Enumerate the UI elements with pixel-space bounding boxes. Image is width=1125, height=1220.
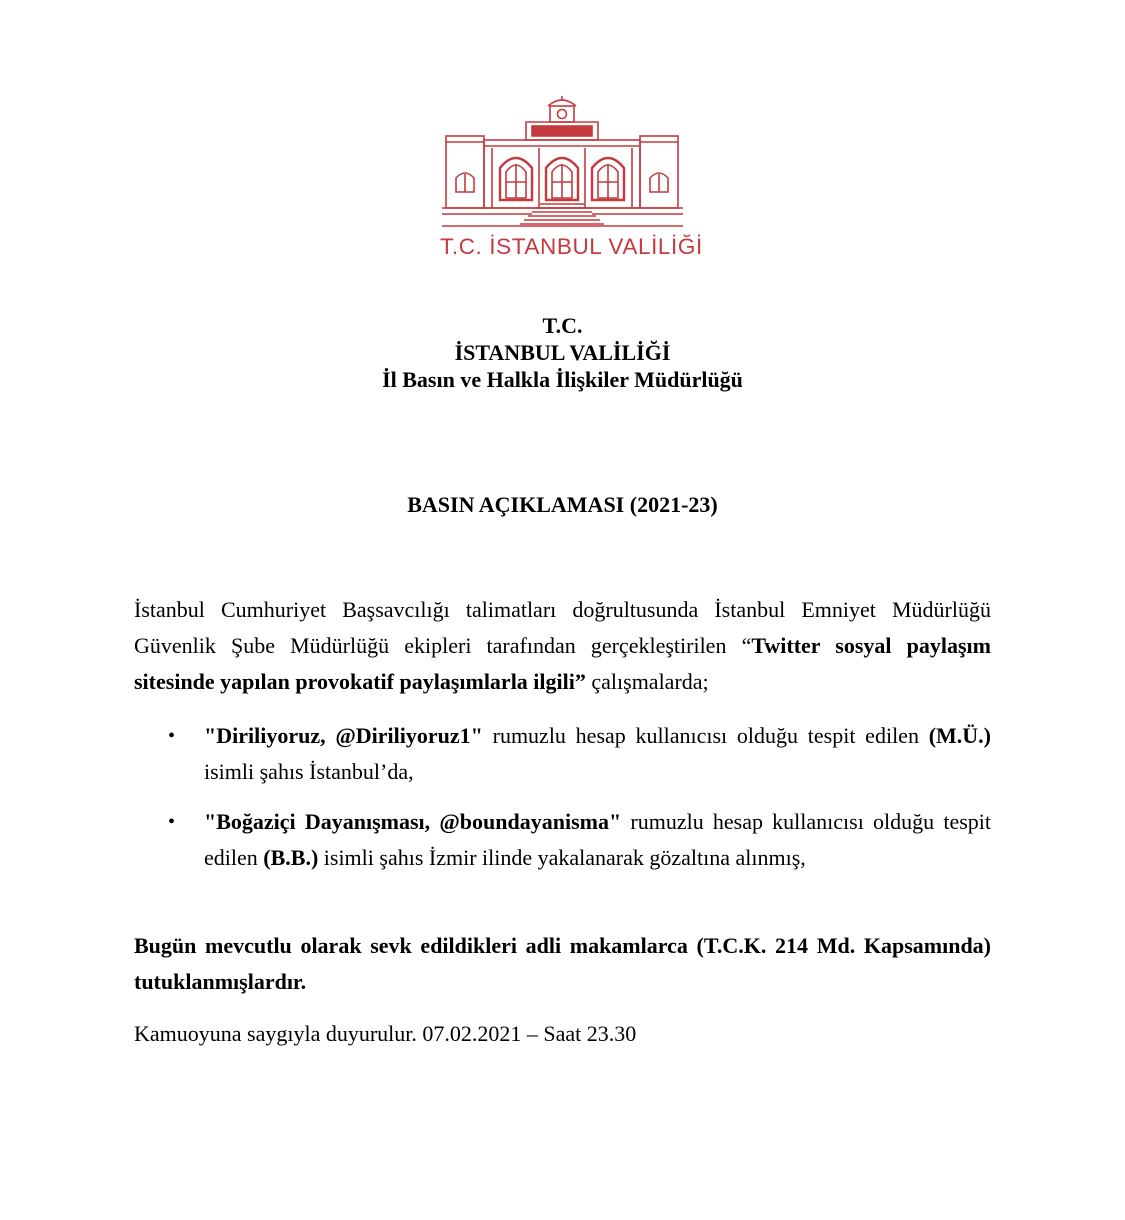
account-handle: "Diriliyoruz, @Diriliyoruz1" <box>204 723 483 748</box>
bullet-marker: • <box>168 725 176 747</box>
header-line-tc: T.C. <box>542 313 583 338</box>
account-handle: "Boğaziçi Dayanışması, @boundayanisma" <box>204 809 622 834</box>
bullet-text: rumuzlu hesap kullanıcısı olduğu tespit edilen <box>204 809 991 870</box>
bullet-marker: • <box>168 811 176 833</box>
person-initials: (M.Ü.) <box>928 723 991 748</box>
document-header <box>0 312 1125 393</box>
building-illustration <box>440 92 685 232</box>
bullet-list <box>134 718 991 890</box>
intro-text-before: İstanbul Cumhuriyet Başsavcılığı talimatları doğrultusunda İstanbul Emniyet Müdürlüğü Güvenlik Şube Müdürlüğü ekipleri tarafından gerçekleştirilen “ <box>134 597 991 658</box>
intro-text-bold: Twitter sosyal paylaşım sitesinde yapılan provokatif paylaşımlarla ilgili” <box>134 633 991 694</box>
intro-paragraph <box>134 592 991 700</box>
list-item <box>134 718 991 790</box>
conclusion-paragraph: Bugün mevcutlu olarak sevk edildikleri adli makamlarca (T.C.K. 214 Md. Kapsamında) tutuklanmışlardır. <box>134 933 991 994</box>
logo-caption: T.C. İSTANBUL VALİLİĞİ <box>440 234 703 259</box>
header-line-mudurluk: İl Basın ve Halkla İlişkiler Müdürlüğü <box>382 367 743 392</box>
institution-logo <box>440 92 703 267</box>
bullet-text-end: isimli şahıs İstanbul’da, <box>204 759 414 784</box>
bullet-text: rumuzlu hesap kullanıcısı olduğu tespit edilen <box>482 723 929 748</box>
header-line-valilik: İSTANBUL VALİLİĞİ <box>454 340 671 365</box>
person-initials: (B.B.) <box>263 845 319 870</box>
closing-line: Kamuoyuna saygıyla duyurulur. 07.02.2021 – Saat 23.30 <box>134 1021 637 1046</box>
list-item <box>134 804 991 876</box>
intro-text-after: çalışmalarda; <box>585 669 709 694</box>
bullet-text-end: isimli şahıs İzmir ilinde yakalanarak gözaltına alınmış, <box>318 845 806 870</box>
press-release-title: BASIN AÇIKLAMASI (2021-23) <box>407 492 718 517</box>
